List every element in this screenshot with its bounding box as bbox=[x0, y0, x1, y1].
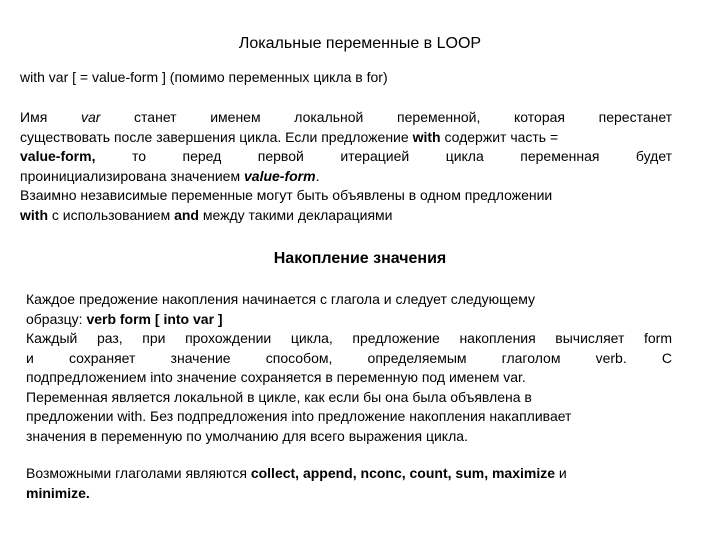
paragraph-line: Взаимно независимые переменные могут быть объявлены в одном предложении bbox=[20, 187, 553, 203]
minimize-keyword: minimize. bbox=[26, 485, 90, 501]
accumulation-paragraph bbox=[26, 290, 672, 446]
value-form-keyword: value-form, bbox=[20, 148, 96, 164]
word: станет bbox=[134, 109, 177, 125]
word: перед bbox=[182, 148, 222, 164]
text-run: с использованием bbox=[48, 206, 175, 223]
text-run: между такими декларациями bbox=[198, 206, 393, 223]
text-run: проинициализирована значением bbox=[20, 167, 244, 184]
text-run: образцу: bbox=[26, 310, 87, 327]
with-keyword: with bbox=[412, 128, 441, 145]
word: первой bbox=[257, 148, 304, 164]
paragraph-line bbox=[26, 483, 658, 503]
with-syntax-code: with var [ = value-form ] bbox=[20, 69, 166, 85]
with-keyword: with bbox=[20, 206, 48, 223]
word: переменной, bbox=[397, 109, 481, 125]
paragraph-line: предложении with. Без подпредложения into предложение накопления накапливает bbox=[26, 408, 572, 424]
word: Имя bbox=[20, 109, 48, 125]
text-run: и bbox=[555, 465, 567, 481]
paragraph-line: Каждый раз, при прохождении цикла, предложение накопления вычисляет form bbox=[26, 330, 672, 346]
with-syntax-note: (помимо переменных цикла в bbox=[165, 69, 367, 85]
text-run: существовать после завершения цикла. Если предложение bbox=[20, 128, 413, 145]
paragraph-line: Переменная является локальной в цикле, как если бы она была объявлена в bbox=[26, 388, 532, 405]
with-syntax-line bbox=[20, 68, 680, 87]
accumulation-pattern: verb form [ into var ] bbox=[86, 310, 223, 327]
paragraph-line: Каждое предожение накопления начинается с глагола и следует следующему bbox=[26, 291, 535, 307]
paragraph-line bbox=[20, 108, 672, 128]
heading-accumulation: Накопление значения bbox=[273, 250, 447, 267]
paragraph-line bbox=[20, 167, 672, 187]
word: итерацией bbox=[340, 148, 410, 164]
word: именем bbox=[210, 109, 261, 125]
local-variables-paragraph bbox=[20, 108, 672, 225]
paragraph-line bbox=[26, 310, 672, 330]
word: которая bbox=[514, 109, 565, 125]
var-keyword: var bbox=[80, 109, 101, 125]
word: перестанет bbox=[598, 109, 673, 125]
word: переменная bbox=[520, 148, 600, 164]
word: будет bbox=[635, 148, 673, 164]
and-keyword: and bbox=[174, 206, 199, 223]
verbs-paragraph bbox=[26, 463, 658, 503]
paragraph-line bbox=[20, 128, 672, 148]
word: цикла bbox=[445, 148, 484, 164]
word: то bbox=[131, 148, 146, 164]
paragraph-line: подпредложением into значение сохраняется в переменную под именем var. bbox=[26, 369, 526, 385]
text-run: Возможными глаголами являются bbox=[26, 465, 251, 481]
word: локальной bbox=[294, 109, 364, 125]
paragraph-line: и сохраняет значение способом, определяемым глаголом verb. С bbox=[26, 349, 672, 366]
with-syntax-note-end: ) bbox=[382, 69, 388, 85]
heading-local-variables: Локальные переменные в LOOP bbox=[238, 35, 482, 52]
paragraph-line bbox=[26, 463, 658, 483]
text-run: содержит часть = bbox=[440, 128, 559, 145]
paragraph-line: значения в переменную по умолчанию для всего выражения цикла. bbox=[26, 427, 468, 444]
value-form-italic: value-form bbox=[244, 167, 316, 184]
text-run: . bbox=[315, 167, 320, 184]
verb-list: collect, append, nconc, count, sum, maximize bbox=[250, 465, 556, 481]
paragraph-line bbox=[20, 206, 672, 226]
for-keyword: for bbox=[366, 69, 383, 85]
paragraph-line bbox=[20, 147, 672, 167]
